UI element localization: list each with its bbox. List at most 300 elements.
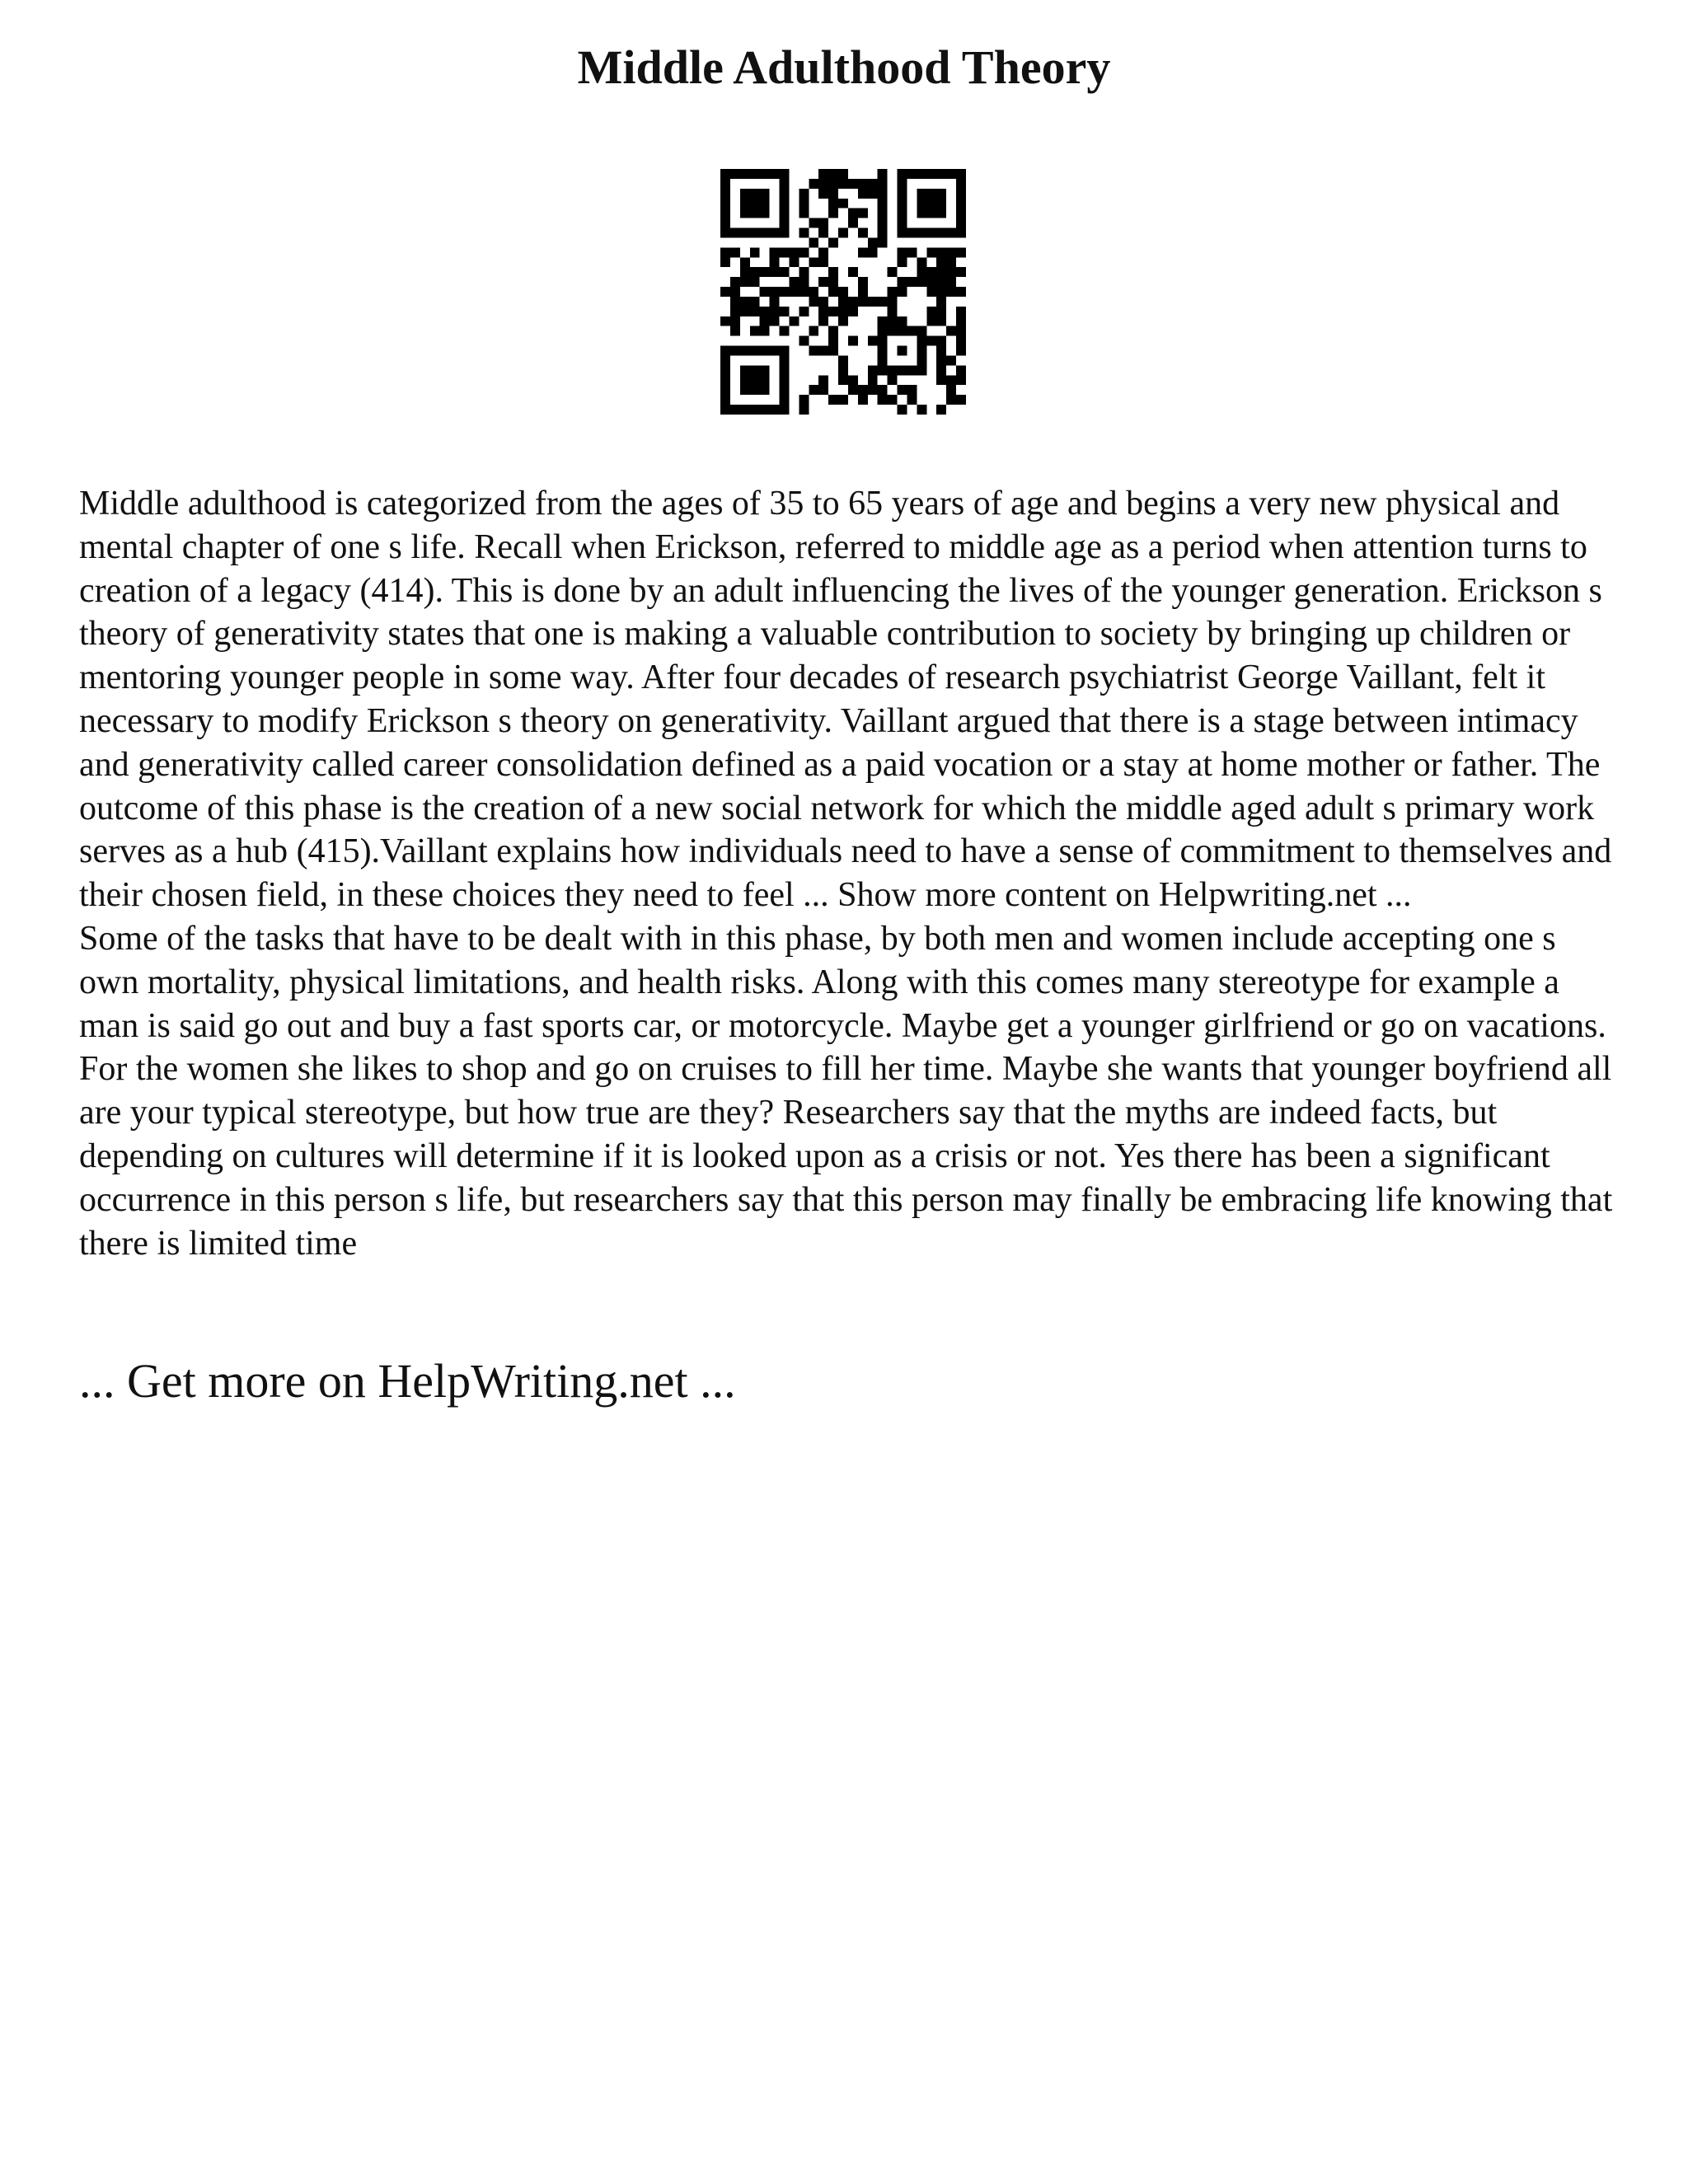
qr-module (720, 365, 730, 375)
qr-module (740, 405, 750, 415)
qr-module (907, 365, 917, 375)
qr-module (799, 287, 809, 297)
qr-module (809, 346, 818, 356)
qr-module (818, 375, 828, 385)
qr-module (730, 405, 740, 415)
qr-module (799, 247, 809, 257)
qr-module (888, 375, 898, 385)
qr-module (956, 247, 966, 257)
qr-module (868, 247, 878, 257)
qr-module (956, 316, 966, 326)
qr-module (780, 287, 790, 297)
qr-module (809, 257, 818, 267)
qr-module (917, 228, 926, 238)
qr-module (760, 346, 770, 356)
qr-module (789, 247, 799, 257)
qr-module (720, 218, 730, 228)
qr-module (750, 385, 760, 395)
qr-module (809, 385, 818, 395)
qr-module (740, 277, 750, 287)
qr-module (898, 346, 907, 356)
qr-module (750, 326, 760, 336)
qr-module (730, 247, 740, 257)
qr-module (848, 336, 858, 346)
qr-module (770, 297, 780, 307)
qr-module (780, 267, 790, 277)
qr-module (917, 326, 926, 336)
qr-module (878, 336, 888, 346)
qr-module (818, 257, 828, 267)
qr-module (898, 316, 907, 326)
qr-module (730, 307, 740, 316)
qr-module (956, 307, 966, 316)
qr-module (917, 209, 926, 218)
qr-module (936, 375, 946, 385)
qr-module (720, 189, 730, 199)
qr-module (799, 405, 809, 415)
qr-module (809, 179, 818, 189)
qr-module (868, 375, 878, 385)
qr-module (720, 287, 730, 297)
qr-module (809, 326, 818, 336)
qr-module (780, 405, 790, 415)
qr-module (838, 287, 848, 297)
qr-module (898, 228, 907, 238)
qr-module (780, 365, 790, 375)
qr-module (720, 179, 730, 189)
qr-module (730, 228, 740, 238)
qr-module (936, 297, 946, 307)
qr-module (936, 307, 946, 316)
qr-module (926, 277, 936, 287)
qr-module (907, 277, 917, 287)
get-more-link[interactable]: ... Get more on HelpWriting.net ... (79, 1354, 736, 1408)
qr-module (917, 346, 926, 356)
qr-module (907, 395, 917, 405)
qr-module (907, 247, 917, 257)
qr-module (898, 287, 907, 297)
qr-module (780, 247, 790, 257)
qr-module (878, 189, 888, 199)
qr-module (936, 169, 946, 179)
qr-module (858, 277, 868, 287)
qr-module (907, 385, 917, 395)
qr-module (858, 179, 868, 189)
qr-module (858, 297, 868, 307)
qr-module (809, 287, 818, 297)
page-title: Middle Adulthood Theory (577, 40, 1111, 94)
qr-module (799, 277, 809, 287)
qr-module (720, 247, 730, 257)
qr-module (740, 189, 750, 199)
qr-module (750, 307, 760, 316)
qr-module (770, 169, 780, 179)
qr-module (760, 209, 770, 218)
qr-module (720, 385, 730, 395)
qr-module (780, 385, 790, 395)
qr-module (936, 287, 946, 297)
qr-module (720, 169, 730, 179)
qr-module (936, 228, 946, 238)
qr-module (878, 346, 888, 356)
qr-module (720, 355, 730, 365)
qr-module (750, 228, 760, 238)
qr-module (730, 287, 740, 297)
qr-module (858, 385, 868, 395)
qr-module (868, 179, 878, 189)
qr-module (750, 405, 760, 415)
qr-module (740, 199, 750, 209)
qr-module (760, 189, 770, 199)
qr-module (917, 405, 926, 415)
qr-module (720, 375, 730, 385)
qr-module (907, 326, 917, 336)
qr-module (799, 267, 809, 277)
qr-module (720, 395, 730, 405)
qr-module (828, 346, 838, 356)
qr-module (936, 209, 946, 218)
qr-module (828, 209, 838, 218)
qr-module (917, 277, 926, 287)
qr-module (868, 297, 878, 307)
qr-module (917, 267, 926, 277)
qr-module (770, 267, 780, 277)
qr-module (760, 316, 770, 326)
qr-module (848, 375, 858, 385)
qr-module (740, 297, 750, 307)
qr-module (828, 169, 838, 179)
qr-module (838, 297, 848, 307)
qr-module (936, 247, 946, 257)
qr-module (956, 169, 966, 179)
qr-module (917, 257, 926, 267)
qr-module (878, 365, 888, 375)
qr-module (878, 385, 888, 395)
qr-module (848, 385, 858, 395)
qr-module (868, 365, 878, 375)
qr-module (848, 218, 858, 228)
qr-module (818, 179, 828, 189)
qr-module (720, 405, 730, 415)
qr-module (760, 307, 770, 316)
qr-module (956, 287, 966, 297)
qr-module (898, 209, 907, 218)
qr-module (818, 277, 828, 287)
qr-module (956, 346, 966, 356)
qr-module (898, 179, 907, 189)
qr-module (868, 237, 878, 247)
qr-module (770, 287, 780, 297)
qr-module (898, 257, 907, 267)
qr-module (818, 189, 828, 199)
qr-module (780, 346, 790, 356)
qr-module (936, 336, 946, 346)
qr-module (917, 336, 926, 346)
qr-module (799, 307, 809, 316)
qr-module (740, 267, 750, 277)
qr-module (809, 297, 818, 307)
qr-module (868, 189, 878, 199)
qr-module (878, 218, 888, 228)
qr-module (936, 257, 946, 267)
qr-module (956, 326, 966, 336)
qr-module (720, 199, 730, 209)
qr-module (878, 169, 888, 179)
qr-module (740, 365, 750, 375)
qr-module (770, 228, 780, 238)
qr-module (878, 395, 888, 405)
qr-module (838, 365, 848, 375)
qr-module (926, 169, 936, 179)
qr-module (946, 385, 956, 395)
qr-module (848, 307, 858, 316)
qr-module (760, 405, 770, 415)
qr-module (750, 297, 760, 307)
qr-module (818, 346, 828, 356)
qr-module (799, 228, 809, 238)
qr-module (809, 218, 818, 228)
qr-module (750, 375, 760, 385)
qr-module (858, 247, 868, 257)
qr-module (926, 209, 936, 218)
qr-module (720, 257, 730, 267)
qr-module (789, 277, 799, 287)
qr-module (917, 365, 926, 375)
qr-module (789, 287, 799, 297)
qr-module (799, 336, 809, 346)
qr-module (750, 346, 760, 356)
qr-module (946, 228, 956, 238)
qr-module (858, 189, 868, 199)
qr-module (818, 316, 828, 326)
qr-module (828, 336, 838, 346)
qr-module (868, 385, 878, 395)
paragraph-1: Middle adulthood is categorized from the ages of 35 to 65 years of age and begins a very new physical and mental chapter of one s life. Recall when Erickson, referred to middle age as a period when attention turns to creation of a legacy (414). This is done by an adult influencing the lives of the younger generation. Erickson s theory of generativity states that one is making a valuable contribution to society by bringing up children or mentoring younger people in some way. After four decades of research psychiatrist George Vaillant, felt it necessary to modify Erickson s theory on generativity. Vaillant argued that there is a stage between intimacy and generativity called career consolidation defined as a paid vocation or a stay at home mother or father. The outcome of this phase is the creation of a new social network for which the middle aged adult s primary work serves as a hub (415).Vaillant explains how individuals need to have a sense of commitment to themselves and their chosen field, in these choices they need to feel ... Show more content on Helpwriting.net ... (79, 485, 1612, 915)
qr-module (750, 189, 760, 199)
qr-module (888, 395, 898, 405)
qr-module (946, 277, 956, 287)
qr-module (946, 257, 956, 267)
qr-module (898, 326, 907, 336)
qr-module (888, 365, 898, 375)
qr-module (907, 228, 917, 238)
qr-module (917, 189, 926, 199)
qr-module (828, 199, 838, 209)
qr-module (888, 267, 898, 277)
qr-module (878, 209, 888, 218)
qr-module (858, 209, 868, 218)
qr-module (828, 267, 838, 277)
qr-module (878, 355, 888, 365)
qr-module (936, 267, 946, 277)
qr-module (848, 297, 858, 307)
qr-module (917, 169, 926, 179)
qr-module (838, 395, 848, 405)
qr-module (720, 346, 730, 356)
qr-module (780, 189, 790, 199)
qr-module (946, 375, 956, 385)
qr-module (789, 316, 799, 326)
qr-module (838, 169, 848, 179)
qr-module (936, 365, 946, 375)
qr-module (898, 385, 907, 395)
qr-module (799, 189, 809, 199)
qr-module (828, 326, 838, 336)
qr-module (926, 247, 936, 257)
qr-module (848, 267, 858, 277)
qr-module (730, 297, 740, 307)
qr-module (740, 385, 750, 395)
qr-module (878, 316, 888, 326)
qr-module (878, 297, 888, 307)
qr-module (838, 199, 848, 209)
qr-module (809, 237, 818, 247)
qr-module (770, 405, 780, 415)
qr-module (828, 287, 838, 297)
qr-module (926, 189, 936, 199)
qr-module (818, 307, 828, 316)
qr-module (818, 228, 828, 238)
qr-module (720, 209, 730, 218)
qr-module (888, 316, 898, 326)
qr-module (780, 395, 790, 405)
qr-module (946, 355, 956, 365)
qr-module (888, 287, 898, 297)
qr-module (760, 375, 770, 385)
qr-module (956, 365, 966, 375)
qr-module (926, 336, 936, 346)
qr-module (878, 326, 888, 336)
qr-module (936, 316, 946, 326)
qr-module (760, 365, 770, 375)
qr-module (828, 307, 838, 316)
qr-module (946, 395, 956, 405)
qr-module (946, 247, 956, 257)
qr-module (789, 257, 799, 267)
qr-module (848, 209, 858, 218)
qr-module (740, 169, 750, 179)
qr-module (956, 375, 966, 385)
qr-module (878, 179, 888, 189)
qr-module (956, 199, 966, 209)
qr-module (946, 326, 956, 336)
qr-module (780, 326, 790, 336)
qr-module (828, 189, 838, 199)
qr-module (946, 287, 956, 297)
qr-module (956, 395, 966, 405)
qr-module (760, 385, 770, 395)
qr-module (730, 346, 740, 356)
qr-module (926, 287, 936, 297)
article-body (79, 482, 1620, 1265)
qr-module (888, 297, 898, 307)
qr-module (936, 199, 946, 209)
qr-module (780, 355, 790, 365)
qr-module (858, 228, 868, 238)
qr-module (868, 336, 878, 346)
qr-module (770, 247, 780, 257)
qr-module (926, 267, 936, 277)
qr-module (898, 277, 907, 287)
qr-module (750, 209, 760, 218)
qr-module (898, 189, 907, 199)
qr-module (936, 189, 946, 199)
qr-module (730, 326, 740, 336)
qr-module (828, 179, 838, 189)
qr-module (760, 267, 770, 277)
qr-module (936, 405, 946, 415)
qr-module (878, 237, 888, 247)
qr-module (898, 199, 907, 209)
qr-module (799, 209, 809, 218)
qr-module (858, 287, 868, 297)
qr-module (760, 169, 770, 179)
qr-module (828, 395, 838, 405)
qr-module (780, 218, 790, 228)
qr-module (750, 277, 760, 287)
qr-module (838, 179, 848, 189)
qr-module (720, 228, 730, 238)
qr-module (828, 237, 838, 247)
qr-module (740, 209, 750, 218)
qr-module (799, 395, 809, 405)
qr-module (780, 169, 790, 179)
qr-module (898, 169, 907, 179)
qr-module (936, 346, 946, 356)
qr-code-graphic (720, 169, 966, 415)
qr-code-icon (720, 169, 966, 415)
qr-module (730, 169, 740, 179)
qr-module (760, 228, 770, 238)
qr-module (936, 355, 946, 365)
qr-module (780, 375, 790, 385)
qr-module (730, 277, 740, 287)
qr-module (740, 346, 750, 356)
qr-module (888, 326, 898, 336)
qr-module (917, 355, 926, 365)
qr-module (898, 365, 907, 375)
qr-module (780, 228, 790, 238)
qr-module (780, 199, 790, 209)
qr-module (760, 287, 770, 297)
qr-module (838, 228, 848, 238)
qr-module (818, 297, 828, 307)
qr-module (926, 199, 936, 209)
qr-module (730, 316, 740, 326)
qr-module (926, 316, 936, 326)
qr-module (750, 199, 760, 209)
qr-module (858, 395, 868, 405)
qr-module (818, 247, 828, 257)
qr-module (917, 199, 926, 209)
qr-module (750, 169, 760, 179)
qr-module (740, 257, 750, 267)
qr-module (780, 179, 790, 189)
qr-module (720, 316, 730, 326)
qr-module (946, 169, 956, 179)
qr-module (770, 316, 780, 326)
qr-module (907, 169, 917, 179)
qr-module (956, 189, 966, 199)
qr-module (898, 405, 907, 415)
qr-module (760, 326, 770, 336)
qr-module (898, 247, 907, 257)
qr-module (936, 277, 946, 287)
qr-module (926, 228, 936, 238)
qr-module (760, 199, 770, 209)
qr-module (898, 218, 907, 228)
qr-module (956, 336, 966, 346)
